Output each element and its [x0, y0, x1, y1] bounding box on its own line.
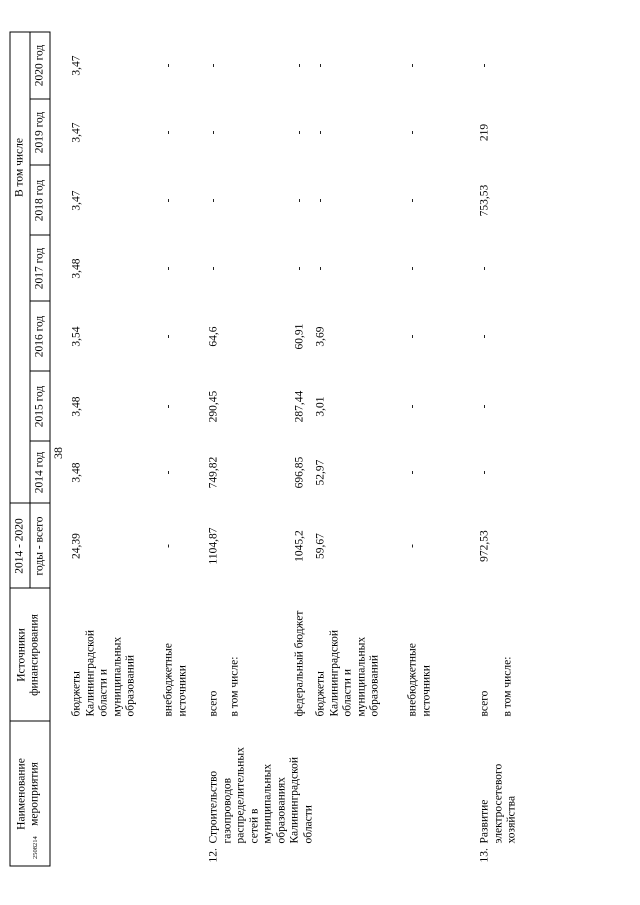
year-value: 3,69 — [314, 326, 327, 347]
row-activity-line: Калининградской — [288, 756, 301, 844]
header-including: В том числе — [13, 138, 26, 197]
year-value: - — [406, 404, 419, 409]
year-value: 64,6 — [207, 326, 220, 347]
year-value: - — [162, 130, 175, 135]
year-value: 219 — [478, 123, 491, 142]
row-number: 12. — [207, 848, 220, 863]
year-value: - — [314, 266, 327, 271]
document-id — [8, 826, 64, 859]
source-label-line: источники — [420, 665, 432, 717]
row-activity-line: хозяйства — [505, 795, 518, 844]
year-value: - — [293, 63, 306, 68]
total-value: 1045,2 — [293, 530, 306, 562]
header-year-6: 2019 год — [33, 111, 46, 154]
source-label-line: в том числе: — [501, 656, 514, 717]
source-label-line: области и — [341, 669, 354, 717]
year-value: 3,47 — [70, 122, 83, 143]
header-mid-rule — [30, 32, 31, 589]
header-top-rule — [10, 32, 11, 867]
row-activity-line: области — [302, 805, 314, 844]
source-label-line: области и — [97, 669, 110, 717]
header-activity-line-1: Наименование — [15, 758, 28, 830]
header-activity-line-2: мероприятия — [28, 762, 41, 826]
header-year-1: 2014 год — [33, 451, 46, 494]
document-id-text: 2508214 — [32, 836, 39, 859]
year-value: 3,47 — [70, 190, 83, 211]
year-value: - — [162, 266, 175, 271]
year-value: 3,48 — [70, 462, 83, 483]
header-bottom-rule — [50, 32, 51, 867]
total-value: 972,53 — [478, 530, 491, 562]
page-number-text: 38 — [51, 447, 65, 459]
source-label-line: бюджеты — [70, 671, 83, 717]
source-label-line: всего — [478, 690, 491, 717]
source-label-line: федеральный бюджет — [293, 610, 306, 717]
year-value: - — [406, 266, 419, 271]
year-value: - — [162, 334, 175, 339]
year-value: - — [162, 470, 175, 475]
year-value: 290,45 — [207, 390, 220, 423]
year-value: - — [207, 198, 220, 203]
year-value: 753,53 — [478, 184, 491, 217]
year-value: - — [478, 334, 491, 339]
year-value: - — [207, 63, 220, 68]
source-label-line: источники — [176, 665, 188, 717]
row-activity-line: газопроводов — [221, 777, 233, 844]
year-value: - — [478, 470, 491, 475]
year-value: - — [162, 404, 175, 409]
total-value: 24,39 — [70, 533, 83, 559]
source-label-line: бюджеты — [314, 671, 327, 717]
header-total-label: годы - всего — [33, 516, 46, 576]
year-value: 3,48 — [70, 396, 83, 417]
year-value: - — [293, 266, 306, 271]
source-label-line: Калининградской — [328, 629, 340, 717]
year-value: 3,48 — [70, 258, 83, 279]
header-source — [16, 589, 42, 722]
year-value: - — [293, 130, 306, 135]
header-source-line-1: Источники — [15, 628, 28, 682]
row-activity-line: Развитие — [478, 799, 491, 844]
header-year-4: 2017 год — [33, 247, 46, 290]
year-value: - — [162, 198, 175, 203]
year-value: - — [162, 63, 175, 68]
header-year-3: 2016 год — [33, 315, 46, 358]
year-value: - — [478, 63, 491, 68]
year-value: - — [406, 63, 419, 68]
source-label-line: муниципальных — [355, 636, 367, 717]
row-activity-line: распределительных — [234, 747, 247, 844]
year-value: 60,91 — [293, 323, 306, 350]
year-value: - — [478, 404, 491, 409]
year-value: 3,01 — [314, 396, 327, 417]
header-year-7: 2020 год — [33, 44, 46, 87]
year-value: - — [478, 266, 491, 271]
total-value: - — [406, 544, 419, 548]
year-value: - — [406, 130, 419, 135]
row-activity-line: Строительство — [207, 770, 220, 844]
year-value: 287,44 — [293, 390, 306, 423]
year-value: - — [314, 198, 327, 203]
row-activity-line: муниципальных — [261, 763, 274, 844]
year-value: - — [207, 266, 220, 271]
year-value: 52,97 — [314, 459, 327, 486]
total-value: 1104,87 — [207, 527, 220, 565]
header-year-2: 2015 год — [33, 385, 46, 428]
row-activity-line: электросетевого — [492, 763, 504, 844]
source-label-line: внебюджетные — [406, 643, 419, 717]
year-value: 749,82 — [207, 456, 220, 489]
source-label-line: всего — [207, 690, 220, 717]
year-value: - — [314, 63, 327, 68]
year-value: 3,47 — [70, 55, 83, 76]
source-label-line: муниципальных — [111, 636, 123, 717]
row-number: 13. — [478, 848, 491, 863]
row-activity-line: сетей в — [248, 808, 260, 844]
row-activity-line: образованиях — [275, 777, 287, 844]
year-value: - — [207, 130, 220, 135]
header-source-line-2: финансирования — [28, 614, 41, 696]
table-rotated-container — [10, 32, 566, 867]
year-value: - — [314, 130, 327, 135]
year-value: 3,54 — [70, 326, 83, 347]
source-label-line: внебюджетные — [162, 643, 175, 717]
header-total-period: 2014 - 2020 — [13, 518, 26, 574]
source-label-line: Калининградской — [84, 629, 96, 717]
financing-table — [10, 32, 566, 867]
year-value: 696,85 — [293, 456, 306, 489]
source-label-line: в том числе: — [228, 656, 241, 717]
header-year-5: 2018 год — [33, 179, 46, 222]
source-label-line: образований — [368, 654, 381, 717]
year-value: - — [406, 470, 419, 475]
year-value: - — [293, 198, 306, 203]
source-label-line: образований — [124, 654, 137, 717]
total-value: - — [162, 544, 175, 548]
year-value: - — [406, 198, 419, 203]
year-value: - — [406, 334, 419, 339]
total-value: 59,67 — [314, 533, 327, 559]
